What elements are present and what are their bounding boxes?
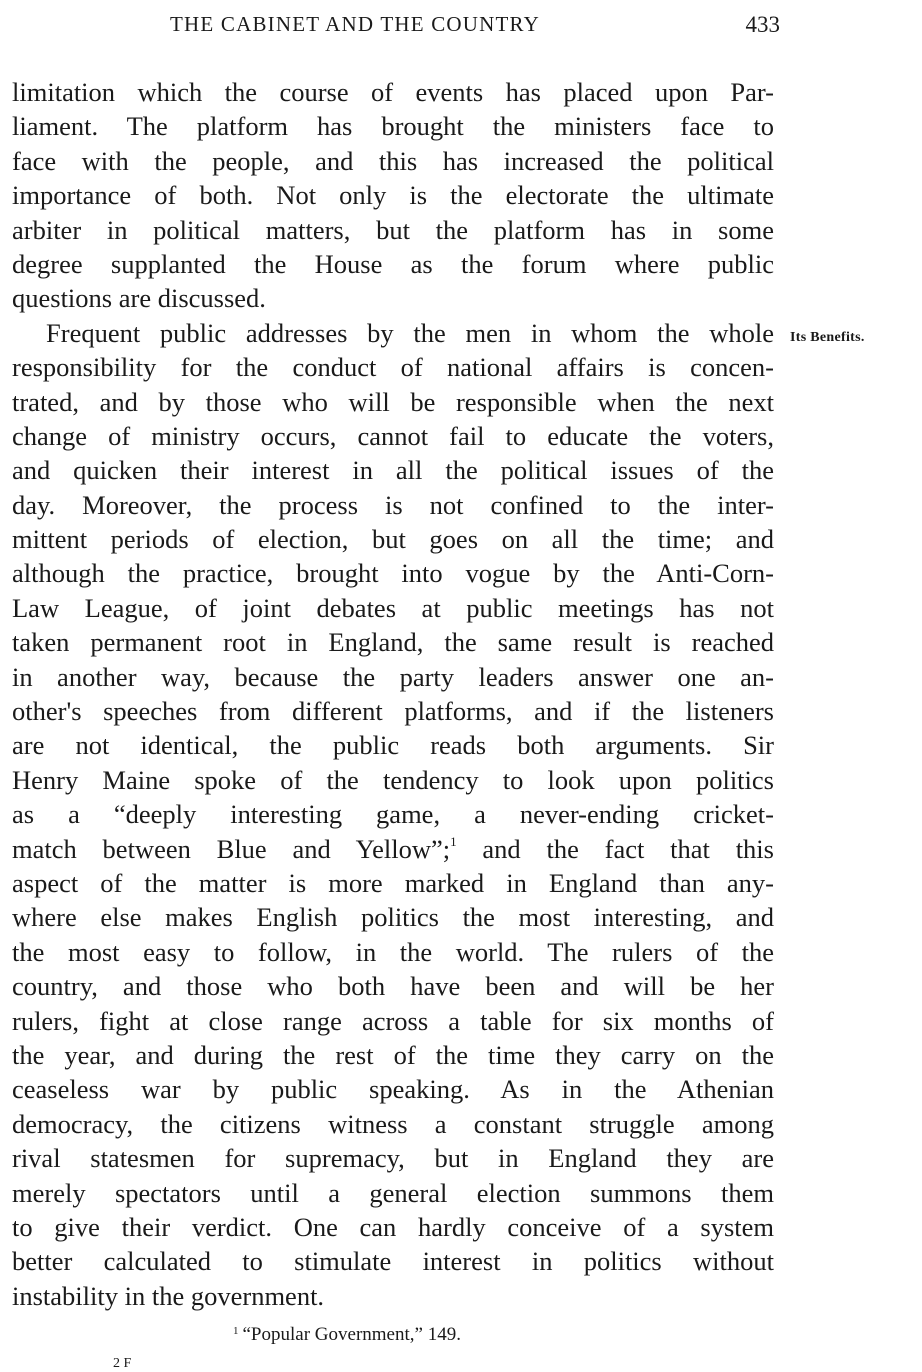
text-line: to give their verdict. One can hardly conceive of a system (12, 1211, 774, 1242)
text-line: face with the people, and this has increased the political (12, 145, 774, 176)
text-line: rival statesmen for supremacy, but in England they are (12, 1143, 774, 1174)
text-line: Law League, of joint debates at public meetings has not (12, 592, 774, 623)
text-line: instability in the government. (12, 1280, 325, 1311)
text-line: aspect of the matter is more marked in England than any- (12, 867, 774, 898)
marginal-note: Its Benefits. (790, 330, 865, 345)
text-line: Henry Maine spoke of the tendency to look upon politics (12, 764, 774, 795)
text-line: importance of both. Not only is the electorate the ultimate (12, 180, 774, 211)
text-line: mittent periods of election, but goes on all the time; and (12, 524, 774, 555)
text-line: better calculated to stimulate interest in politics without (12, 1246, 774, 1277)
text-line: the year, and during the rest of the time they carry on the (12, 1039, 774, 1070)
signature-mark: 2 F (113, 1356, 132, 1371)
text-line: and quicken their interest in all the political issues of the (12, 455, 774, 486)
text-line: ceaseless war by public speaking. As in the Athenian (12, 1074, 774, 1105)
text-line: responsibility for the conduct of national affairs is concen- (12, 352, 774, 383)
text-line: questions are discussed. (12, 283, 266, 314)
text-line: as a “deeply interesting game, a never-ending cricket- (12, 799, 774, 830)
text-line: arbiter in political matters, but the platform has in some (12, 214, 774, 245)
footnote-mark: 1 (233, 1325, 239, 1337)
running-title: THE CABINET AND THE COUNTRY (170, 12, 540, 36)
text-line: limitation which the course of events has placed upon Par- (12, 77, 774, 107)
text-line-with-footnote-ref (12, 832, 774, 866)
ref-line-before: match between Blue and Yellow”; (12, 833, 451, 864)
text-line: rulers, fight at close range across a table for six months of (12, 1005, 774, 1036)
text-line: although the practice, brought into vogue by the Anti-Corn- (12, 558, 774, 589)
text-line: liament. The platform has brought the ministers face to (12, 111, 774, 142)
text-line: taken permanent root in England, the same result is reached (12, 627, 774, 658)
body-text (12, 75, 774, 1313)
text-line: the most easy to follow, in the world. The rulers of the (12, 936, 774, 967)
running-head (170, 12, 780, 42)
footnote (233, 1324, 461, 1346)
text-line: democracy, the citizens witness a constant struggle among (12, 1108, 774, 1139)
ref-line-after: and the fact that this (456, 833, 774, 864)
text-line: are not identical, the public reads both arguments. Sir (12, 730, 774, 761)
text-line: day. Moreover, the process is not confined to the inter- (12, 489, 774, 520)
text-line: in another way, because the party leaders answer one an- (12, 661, 774, 692)
page-number: 433 (745, 12, 780, 37)
text-line: country, and those who both have been and will be her (12, 971, 774, 1002)
footnote-ref-mark: 1 (450, 833, 457, 849)
footnote-text: “Popular Government,” 149. (242, 1324, 461, 1345)
text-line: Frequent public addresses by the men in whom the whole (46, 317, 774, 348)
text-line: trated, and by those who will be responsible when the next (12, 386, 774, 417)
text-line: degree supplanted the House as the forum where public (12, 248, 774, 279)
text-line: change of ministry occurs, cannot fail to educate the voters, (12, 420, 774, 451)
text-line: other's speeches from different platforms, and if the listeners (12, 696, 774, 727)
text-line: merely spectators until a general election summons them (12, 1177, 774, 1208)
text-line: where else makes English politics the most interesting, and (12, 902, 774, 933)
